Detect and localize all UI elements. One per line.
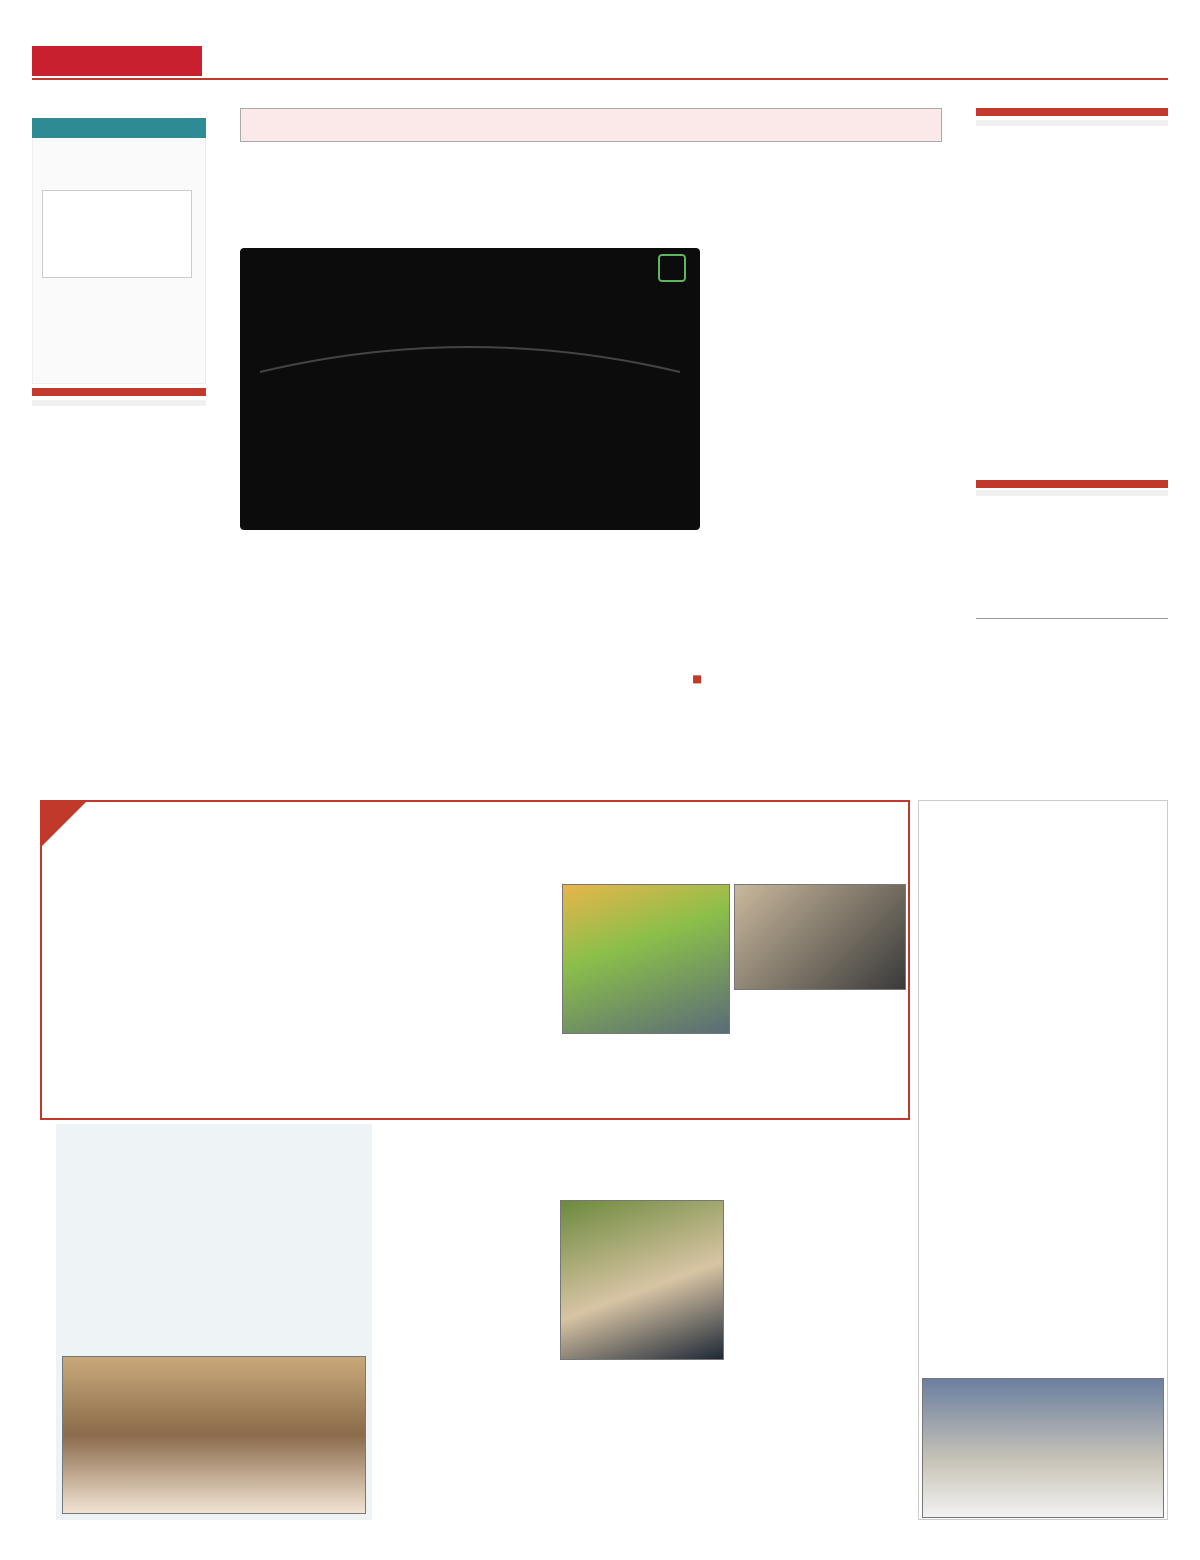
- left-box-label: [32, 118, 206, 138]
- env-caption: [926, 1330, 1162, 1372]
- karaj-text-col-1: [396, 884, 556, 1098]
- photo-caption-2: [562, 1036, 730, 1102]
- main-article-col-2b: [474, 708, 702, 783]
- left-box2-topbar: [32, 388, 206, 396]
- tax-org-logo-icon: [658, 254, 686, 282]
- left-box2-label: [32, 400, 206, 406]
- elec-caption: [560, 1364, 724, 1520]
- karaj-text-col-3: [56, 884, 226, 1098]
- price-table-title: [241, 109, 941, 141]
- right-box2-label: [976, 490, 1168, 496]
- env-text-2: [926, 1274, 1162, 1324]
- photo-caption-1: [734, 992, 906, 1098]
- env-text: [926, 884, 1162, 1274]
- page-header: [32, 44, 1168, 80]
- tax-infographic: [240, 248, 700, 530]
- special-corner: [40, 800, 88, 848]
- right-box-label: [976, 120, 1168, 126]
- infographic-connector-lines: [240, 322, 700, 412]
- fdi-chart-svg: [43, 194, 191, 266]
- main-article-col-1: [708, 248, 942, 548]
- car-import-text: [976, 666, 1168, 778]
- newspaper-logo: [32, 46, 202, 76]
- fruit-price-text: [976, 172, 1168, 328]
- karaj-text-col-2: [232, 884, 390, 1098]
- env-meeting-photo: [922, 1378, 1164, 1518]
- fdi-text: [38, 286, 202, 378]
- main-article-col-2: [474, 540, 702, 668]
- karaj-mayor-photo: [734, 884, 906, 990]
- square-bullet-icon: ■: [692, 673, 702, 685]
- divider: [976, 618, 1168, 619]
- paper-bag-photo: [562, 884, 730, 1034]
- main-article-subheading: [474, 672, 702, 687]
- elec-ceo-photo: [560, 1200, 724, 1360]
- right-box-topbar: [976, 108, 1168, 116]
- right-box2-topbar: [976, 480, 1168, 488]
- iraq-gas-text: [976, 554, 1168, 614]
- fdi-chart: [42, 190, 192, 278]
- price-table: [240, 108, 942, 142]
- film-meeting-photo: [62, 1356, 366, 1514]
- elec-text-col-1: [730, 1200, 910, 1520]
- elec-text-col-2: [376, 1200, 554, 1520]
- main-article-col-3: [240, 540, 468, 663]
- car-account-text: [32, 482, 206, 782]
- main-article-col-1b: [708, 548, 942, 783]
- film-text: [62, 1162, 366, 1348]
- main-article-col-3b: [240, 663, 468, 783]
